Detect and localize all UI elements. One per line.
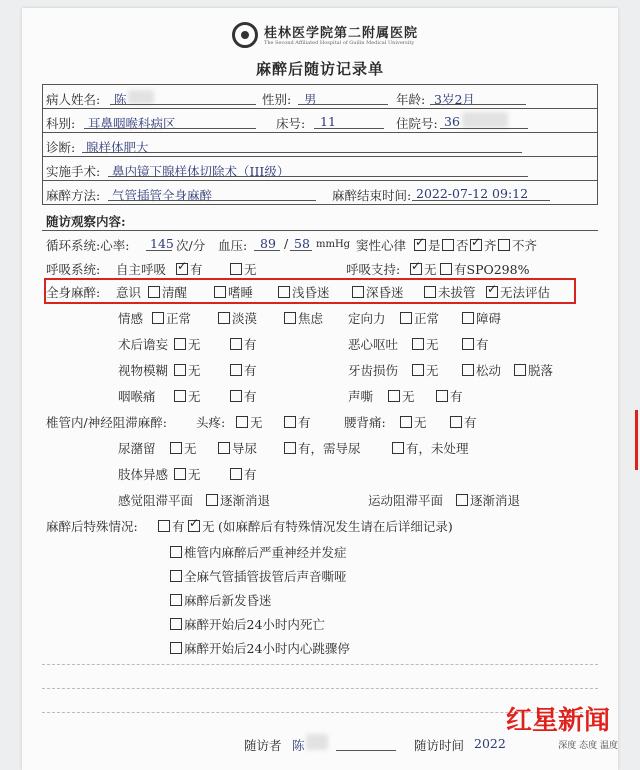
special-item[interactable]: 全麻气管插管拔管后声音嘶哑 (170, 567, 347, 585)
checkbox-icon[interactable] (174, 338, 186, 350)
back-no[interactable]: 无 (400, 413, 427, 431)
end-time-value: 2022-07-12 09:12 (416, 186, 529, 201)
limb-no[interactable]: 无 (174, 465, 201, 483)
consc-not-extubated[interactable]: 未拔管 (424, 283, 476, 301)
nausea-yes[interactable]: 有 (462, 335, 489, 353)
delirium-no[interactable]: 无 (174, 335, 201, 353)
checkbox-icon[interactable] (174, 468, 186, 480)
end-time-label: 麻醉结束时间: (332, 188, 412, 203)
checkbox-icon[interactable] (450, 416, 462, 428)
consc-label: 意识 (116, 285, 142, 300)
redaction (128, 90, 154, 104)
checkbox-icon[interactable] (170, 618, 182, 630)
underline (290, 250, 312, 251)
special-item[interactable]: 麻醉开始后24小时内死亡 (170, 615, 325, 633)
spont-no[interactable]: 无 (230, 260, 257, 278)
checkbox-icon[interactable] (188, 520, 200, 532)
checkbox-icon[interactable] (206, 494, 218, 506)
checkbox-icon[interactable] (462, 312, 474, 324)
throat-label: 咽喉痛 (118, 389, 156, 404)
sinus-yes[interactable]: ✓ 是 (414, 236, 441, 254)
headache-label: 头疼: (196, 415, 226, 430)
bp-unit: mmHg (316, 239, 351, 250)
emotion-label: 情感 (118, 311, 144, 326)
urine-cath[interactable]: 导尿 (218, 439, 257, 457)
throat-no[interactable]: 无 (174, 387, 201, 405)
checkbox-icon[interactable] (218, 312, 230, 324)
underline (254, 250, 280, 251)
orient-label: 定向力 (348, 311, 386, 326)
bp-label: 血压: (218, 238, 248, 253)
checkbox-icon[interactable] (400, 416, 412, 428)
checkbox-icon[interactable] (170, 594, 182, 606)
bp-dia: 58 (294, 236, 310, 251)
consc-deep-coma[interactable]: 深昏迷 (352, 283, 404, 301)
hospital-name: 桂林医学院第二附属医院 (264, 26, 419, 41)
rule (42, 84, 598, 85)
rule (597, 84, 598, 204)
special-note: (如麻醉后有特殊情况发生请在后详细记录) (218, 519, 453, 534)
sens-label: 感觉阻滞平面 (118, 493, 194, 508)
special-item[interactable]: 麻醉开始后24小时内心跳骤停 (170, 639, 350, 657)
checkbox-icon[interactable] (352, 286, 364, 298)
back-yes[interactable]: 有 (450, 413, 477, 431)
checkbox-icon[interactable] (170, 570, 182, 582)
dept-value: 耳鼻咽喉科病区 (88, 116, 176, 131)
checkbox-icon[interactable] (470, 239, 482, 251)
rule (42, 132, 598, 133)
rhythm-regular[interactable]: ✓ 齐 (470, 236, 497, 254)
orient-normal[interactable]: 正常 (400, 309, 439, 327)
hospital-logo-icon (232, 22, 258, 48)
checkbox-icon[interactable] (436, 390, 448, 402)
age-value: 3岁2月 (434, 92, 475, 107)
checkbox-icon[interactable] (230, 263, 242, 275)
checkbox-icon[interactable] (170, 546, 182, 558)
underline (110, 104, 256, 105)
checkbox-icon[interactable] (174, 390, 186, 402)
bed-value: 11 (320, 114, 336, 129)
spont-label: 自主呼吸 (116, 262, 167, 277)
sex-label: 性别: (262, 92, 292, 107)
sex-value: 男 (304, 92, 317, 107)
hr-unit: 次/分 (176, 238, 206, 253)
sinus-label: 窦性心律 (356, 238, 407, 253)
nausea-label: 恶心呕吐 (348, 337, 399, 352)
red-mark (635, 410, 638, 470)
checkbox-icon[interactable] (230, 468, 242, 480)
checkbox-icon[interactable] (462, 338, 474, 350)
consc-light-coma[interactable]: 浅昏迷 (278, 283, 330, 301)
visitor-value: 陈 (292, 738, 305, 753)
checkbox-icon[interactable] (440, 263, 452, 275)
visitor-label: 随访者 (244, 738, 282, 753)
vision-no[interactable]: 无 (174, 361, 201, 379)
rule (42, 156, 598, 157)
tooth-loose[interactable]: 松动 (462, 361, 501, 379)
checkbox-icon[interactable] (230, 390, 242, 402)
delirium-label: 术后谵妄 (118, 337, 169, 352)
checkbox-icon[interactable] (174, 364, 186, 376)
rule (42, 230, 598, 231)
hr-value: 145 (150, 236, 174, 251)
checkbox-icon[interactable] (410, 263, 422, 275)
surgery-value: 鼻内镜下腺样体切除术（III级） (112, 164, 290, 179)
bp-sep: / (284, 236, 289, 251)
nausea-no[interactable]: 无 (412, 335, 439, 353)
hospital-name-en: The Second Affiliated Hospital of Guilin Medical University (264, 40, 415, 46)
checkbox-icon[interactable] (152, 312, 164, 324)
blank-line (42, 688, 598, 689)
checkbox-icon[interactable] (412, 338, 424, 350)
urine-untreated[interactable]: 有，未处理 (392, 439, 469, 457)
checkbox-icon[interactable] (230, 338, 242, 350)
checkbox-icon[interactable] (278, 286, 290, 298)
underline (336, 750, 396, 751)
underline (314, 128, 384, 129)
limb-yes[interactable]: 有 (230, 465, 257, 483)
underline (298, 104, 388, 105)
support-spo2[interactable]: 有SPO298% (440, 260, 529, 278)
motor-label: 运动阻滞平面 (368, 493, 444, 508)
checkbox-icon[interactable] (158, 520, 170, 532)
emotion-normal[interactable]: 正常 (152, 309, 191, 327)
sinus-no[interactable]: 否 (442, 236, 469, 254)
checkbox-icon[interactable] (388, 390, 400, 402)
checkbox-icon[interactable] (218, 442, 230, 454)
checkbox-icon[interactable] (486, 286, 498, 298)
tooth-fallen[interactable]: 脱落 (514, 361, 553, 379)
bed-label: 床号: (276, 116, 306, 131)
special-item[interactable]: 椎管内麻醉后严重神经并发症 (170, 543, 347, 561)
checkbox-icon[interactable] (498, 239, 510, 251)
bp-sys: 89 (260, 236, 276, 251)
method-value: 气管插管全身麻醉 (112, 188, 213, 203)
rule (42, 84, 43, 204)
surgery-label: 实施手术: (46, 164, 101, 179)
redaction (462, 112, 508, 128)
motor-regress[interactable]: 逐渐消退 (456, 491, 520, 509)
special-label: 麻醉后特殊情况: (46, 519, 138, 534)
spont-yes[interactable]: ✓ 有 (176, 260, 203, 278)
sens-regress[interactable]: 逐渐消退 (206, 491, 270, 509)
consc-alert[interactable]: 清醒 (148, 283, 187, 301)
checkbox-icon[interactable] (456, 494, 468, 506)
checkbox-icon[interactable] (236, 416, 248, 428)
redaction (306, 734, 328, 750)
support-label: 呼吸支持: (346, 262, 401, 277)
checkbox-icon[interactable] (284, 442, 296, 454)
dept-label: 科别: (46, 116, 76, 131)
checkbox-icon[interactable] (400, 312, 412, 324)
headache-yes[interactable]: 有 (284, 413, 311, 431)
support-no[interactable]: ✓ 无 (410, 260, 437, 278)
follow-up-form (22, 8, 618, 770)
checkbox-icon[interactable] (284, 416, 296, 428)
name-value: 陈 (114, 92, 127, 107)
hoarse-no[interactable]: 无 (388, 387, 415, 405)
special-yes[interactable]: 有 (158, 517, 185, 535)
ga-label: 全身麻醉: (46, 285, 101, 300)
time-label: 随访时间 (414, 738, 465, 753)
diag-label: 诊断: (46, 140, 76, 155)
underline (430, 104, 526, 105)
orient-disorder[interactable]: 障碍 (462, 309, 501, 327)
circ-label: 循环系统:心率: (46, 238, 130, 253)
underline (82, 152, 522, 153)
method-label: 麻醉方法: (46, 188, 101, 203)
checkbox-icon[interactable] (214, 286, 226, 298)
rule (42, 204, 598, 205)
urine-label: 尿潴留 (118, 441, 156, 456)
vision-yes[interactable]: 有 (230, 361, 257, 379)
emotion-anxiety[interactable]: 焦虑 (284, 309, 323, 327)
checkbox-icon[interactable] (284, 312, 296, 324)
vision-label: 视物模糊 (118, 363, 169, 378)
age-label: 年龄: (396, 92, 426, 107)
diag-value: 腺样体肥大 (86, 140, 149, 155)
watermark-slogan: 深度 态度 温度 (558, 741, 618, 751)
checkbox-icon[interactable] (442, 239, 454, 251)
epi-label: 椎管内/神经阻滞麻醉: (46, 415, 167, 430)
checkbox-icon[interactable] (392, 442, 404, 454)
underline (440, 128, 528, 129)
time-value: 2022 (474, 736, 506, 751)
checkbox-icon[interactable] (514, 364, 526, 376)
tooth-no[interactable]: 无 (412, 361, 439, 379)
obs-heading: 随访观察内容: (46, 214, 126, 229)
form-title: 麻醉后随访记录单 (255, 60, 384, 78)
hoarse-label: 声嘶 (348, 389, 374, 404)
special-no[interactable]: ✓ 无 (188, 517, 215, 535)
checkbox-icon[interactable] (414, 239, 426, 251)
special-item[interactable]: 麻醉后新发昏迷 (170, 591, 272, 609)
checkbox-icon[interactable] (170, 442, 182, 454)
emotion-apathy[interactable]: 淡漠 (218, 309, 257, 327)
inpatient-value: 36 (444, 114, 460, 129)
rule (42, 108, 598, 109)
consc-drowsy[interactable]: 嗜睡 (214, 283, 253, 301)
resp-label: 呼吸系统: (46, 262, 101, 277)
consc-unable[interactable]: ✓ 无法评估 (486, 283, 550, 301)
urine-no[interactable]: 无 (170, 439, 197, 457)
headache-no[interactable]: 无 (236, 413, 263, 431)
name-label: 病人姓名: (46, 92, 101, 107)
urine-need-cath[interactable]: 有，需导尿 (284, 439, 361, 457)
checkbox-icon[interactable] (462, 364, 474, 376)
checkbox-icon[interactable] (230, 364, 242, 376)
watermark-logo: 红星新闻 (505, 706, 610, 736)
hoarse-yes[interactable]: 有 (436, 387, 463, 405)
rule (42, 180, 598, 181)
checkbox-icon[interactable] (412, 364, 424, 376)
inpatient-label: 住院号: (396, 116, 438, 131)
checkbox-icon[interactable] (148, 286, 160, 298)
checkbox-icon[interactable] (424, 286, 436, 298)
back-label: 腰背痛: (344, 415, 386, 430)
underline (146, 250, 172, 251)
checkbox-icon[interactable] (176, 263, 188, 275)
delirium-yes[interactable]: 有 (230, 335, 257, 353)
rhythm-irregular[interactable]: 不齐 (498, 236, 537, 254)
tooth-label: 牙齿损伤 (348, 363, 399, 378)
checkbox-icon[interactable] (170, 642, 182, 654)
underline (108, 200, 316, 201)
underline (84, 128, 256, 129)
blank-line (42, 664, 598, 665)
throat-yes[interactable]: 有 (230, 387, 257, 405)
underline (412, 200, 550, 201)
limb-label: 肢体异感 (118, 467, 169, 482)
underline (108, 176, 528, 177)
